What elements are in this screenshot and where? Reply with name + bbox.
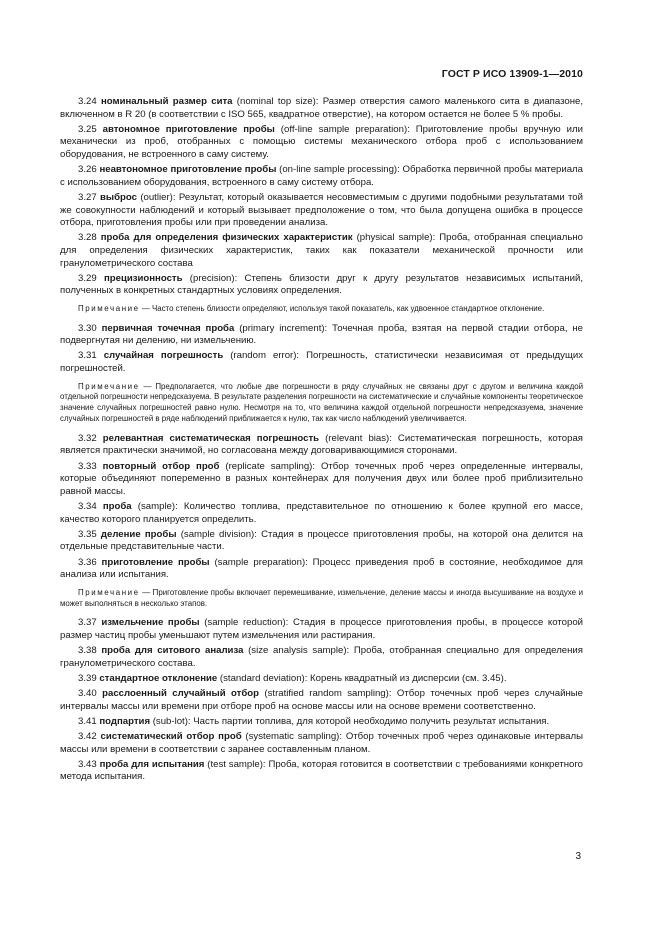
term-3-34 <box>60 501 583 526</box>
term-definition: (sample division): Стадия в процессе приготовления пробы, на которой она делится на отдельные представительные части. <box>60 528 583 553</box>
term-definition: (relevant bias): Систематическая погрешность, которая является практически значимой, но согласована между договаривающимися сторонами. <box>60 432 583 457</box>
term-number: 3.32 <box>78 432 97 444</box>
term-3-39 <box>60 673 583 686</box>
term-3-25 <box>60 124 583 162</box>
term-3-41 <box>60 716 583 729</box>
term-definition: (precision): Степень близости друг к другу результатов независимых испытаний, полученных в конкретных стандартных условиях определения. <box>60 272 584 297</box>
term-3-24 <box>60 96 583 121</box>
term-number: 3.28 <box>78 232 97 244</box>
term-3-42 <box>60 731 583 756</box>
term-definition: (outlier): Результат, который оказывается несовместимым с другими подобными результатами той же совокупности наблюдений и который вызывает предположение о том, что была допущена ошибка в процессе отбора, приготовления пробы или при проведении анализа. <box>60 191 583 229</box>
term-definition: (replicate sampling): Отбор точечных проб через определенные интервалы, которые объединяют попеременно в разных контейнерах для получения двух или более проб приблизительно равной массы. <box>60 460 583 497</box>
term-3-37 <box>60 617 583 642</box>
term-3-26 <box>60 164 583 189</box>
term-title: приготовление пробы <box>101 556 210 568</box>
term-title: расслоенный случайный отбор <box>102 688 259 700</box>
term-number: 3.39 <box>78 672 97 684</box>
term-number: 3.40 <box>78 688 97 700</box>
term-definition: (nominal top size): Размер отверстия самого маленького сита в диапазоне, включенном в R 20 (в соответствии с ISO 565, квадратное отверстие), на котором остается не более 5 % пробы. <box>60 96 584 120</box>
term-number: 3.29 <box>78 272 97 284</box>
term-3-36 <box>60 557 583 582</box>
term-3-27 <box>60 192 583 230</box>
term-title: неавтономное приготовление пробы <box>99 164 277 176</box>
term-title: проба для определения физических характеристик <box>100 232 353 244</box>
document-body <box>60 96 583 787</box>
term-definition: (test sample): Проба, которая готовится в соответствии с требованиями конкретного метода испытания. <box>60 758 584 783</box>
term-definition: (stratified random sampling): Отбор точечных проб через случайные интервалы массы или времени при отборе проб на основе массы или на основе времени соответственно. <box>60 688 584 712</box>
term-title: автономное приготовление пробы <box>102 123 275 135</box>
note-text: — Предполагается, что любые две погрешности в ряду случайных не связаны друг с другом и величина каждой отдельной погрешности непредсказуема. В результате разделения погрешности на систематические и случайные компоненты теоретическое значение случайных погрешностей равно нулю. Несмотря на то, что величина каждой отдельной погрешности непредсказуема, значение случайных погрешностей в ряде наблюдений приближается к нулю, так как число наблюдений увеличивается. <box>60 381 583 424</box>
note-3-31 <box>60 382 583 425</box>
term-number: 3.38 <box>78 645 97 657</box>
term-title: проба <box>102 500 132 512</box>
term-definition: (standard deviation): Корень квадратный из дисперсии (см. 3.45). <box>217 672 507 684</box>
term-definition: (physical sample): Проба, отобранная специально для определения физических характеристик, таких как показатели механической прочности или гранулометрического состава <box>60 232 583 269</box>
term-3-30 <box>60 323 583 348</box>
term-number: 3.41 <box>78 715 97 727</box>
term-title: выброс <box>100 191 137 203</box>
term-title: проба для ситового анализа <box>101 645 244 657</box>
term-number: 3.33 <box>78 460 97 472</box>
term-definition: (primary increment): Точечная проба, взятая на первой стадии отбора, не подвергнутая ни делению, ни измельчению. <box>60 322 584 347</box>
term-definition: (random error): Погрешность, статистически независимая от предыдущих погрешностей. <box>60 350 583 375</box>
note-3-29 <box>60 304 583 315</box>
term-number: 3.26 <box>78 164 97 176</box>
term-3-38 <box>60 645 583 670</box>
term-title: случайная погрешность <box>103 350 224 362</box>
term-number: 3.27 <box>78 191 97 203</box>
term-title: стандартное отклонение <box>99 672 218 684</box>
term-title: прецизионность <box>103 272 183 284</box>
term-definition: (sub-lot): Часть партии топлива, для которой необходимо получить результат испытания. <box>150 715 550 727</box>
term-number: 3.34 <box>78 500 97 512</box>
term-3-28 <box>60 232 583 270</box>
term-3-43 <box>60 759 583 784</box>
term-definition: (sample reduction): Стадия в процессе приготовления пробы, в процессе которой размер частиц пробы уменьшают путем измельчения или растирания. <box>60 617 584 641</box>
note-3-36 <box>60 588 583 610</box>
term-number: 3.35 <box>78 528 97 540</box>
term-number: 3.37 <box>78 617 97 629</box>
note-text: — Часто степень близости определяют, используя такой показатель, как удвоенное стандартное отклонение. <box>139 303 545 313</box>
term-3-29 <box>60 273 583 298</box>
term-number: 3.31 <box>78 350 97 362</box>
term-definition: (sample): Количество топлива, представительное по отношению к более крупной его массе, качество которого планируется определить. <box>60 500 583 525</box>
term-title: релевантная систематическая погрешность <box>102 432 320 444</box>
term-number: 3.36 <box>78 556 97 568</box>
term-number: 3.43 <box>78 758 97 770</box>
term-title: первичная точечная проба <box>101 322 235 334</box>
term-title: номинальный размер сита <box>100 96 233 107</box>
term-number: 3.25 <box>78 123 97 135</box>
term-number: 3.30 <box>78 322 97 334</box>
term-title: деление пробы <box>100 528 177 540</box>
note-label: Примечание <box>78 587 140 597</box>
term-definition: (off-line sample preparation): Приготовление пробы вручную или механически из проб, отобранных с помощью системы механического отбора проб с использованием оборудования, не встроенного в саму систему. <box>60 123 583 160</box>
term-title: измельчение пробы <box>101 617 200 629</box>
note-text: — Приготовление пробы включает перемешивание, измельчение, деление массы и иногда высушивание на воздухе и может выполняться в несколько этапов. <box>60 587 583 608</box>
term-3-33 <box>60 461 583 499</box>
term-definition: (sample preparation): Процесс приведения проб в состояние, необходимое для анализа или испытания. <box>60 556 583 581</box>
document-header: ГОСТ Р ИСО 13909-1—2010 <box>441 68 583 80</box>
note-label: Примечание <box>78 381 140 391</box>
note-label: Примечание <box>78 303 140 313</box>
term-title: проба для испытания <box>99 758 205 770</box>
term-definition: (on-line sample processing): Обработка первичной пробы материала с использованием оборудования, встроенного в саму систему отбора. <box>60 164 583 188</box>
page-number: 3 <box>575 851 581 862</box>
term-3-32 <box>60 433 583 458</box>
term-title: повторный отбор проб <box>102 460 220 472</box>
term-number: 3.42 <box>78 731 97 743</box>
term-3-40 <box>60 688 583 713</box>
term-definition: (size analysis sample): Проба, отобранная специально для определения гранулометрического состава. <box>60 645 583 669</box>
term-title: систематический отбор проб <box>100 731 242 743</box>
term-definition: (systematic sampling): Отбор точечных проб через одинаковые интервалы массы или времени в соответствии с заранее составленным планом. <box>60 731 583 755</box>
term-title: подпартия <box>99 715 151 727</box>
term-3-35 <box>60 529 583 554</box>
term-3-31 <box>60 350 583 375</box>
term-number: 3.24 <box>78 96 97 107</box>
